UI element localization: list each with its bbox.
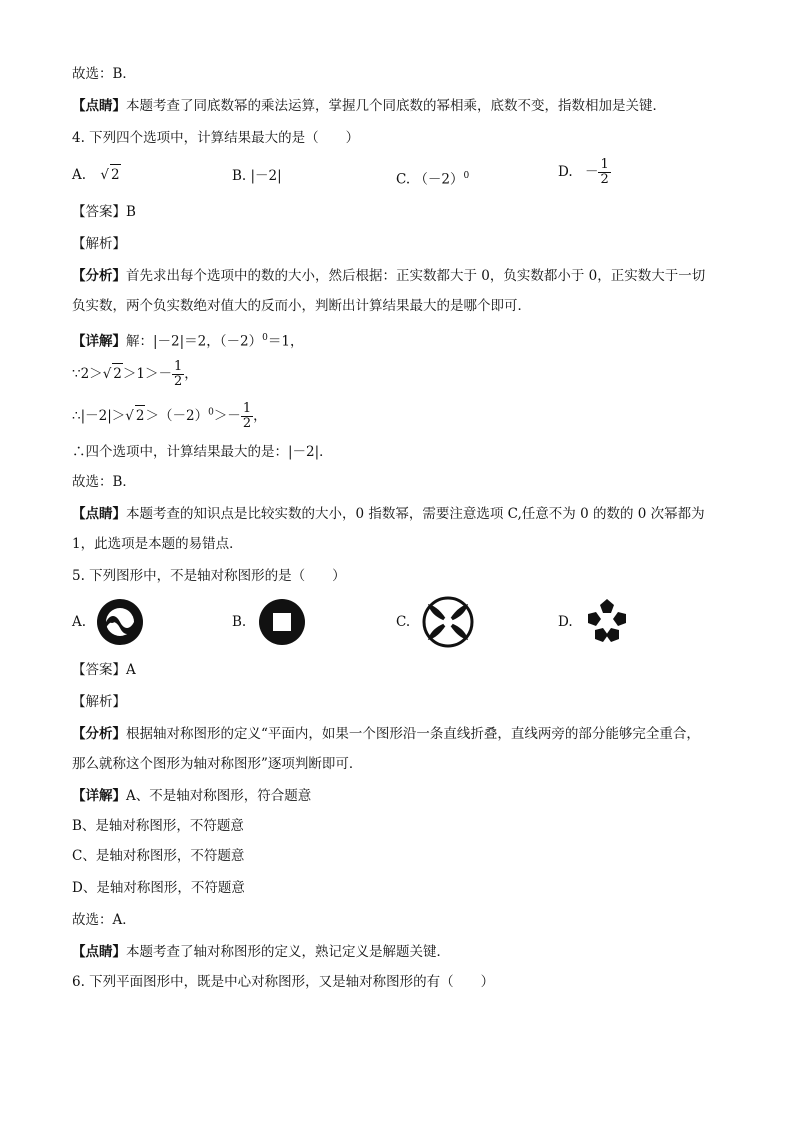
answer-choice-text: 故选：B． [72,66,136,82]
q4-option-c [396,166,469,190]
pentagon-flower-icon [582,596,632,646]
analysis-5-line-2: 那么就称这个图形为轴对称图形”逐项判断即可． [72,756,363,772]
radicand: 2 [135,405,146,426]
exponent: 0 [262,333,268,343]
q4-option-a-label: A. [72,167,87,183]
analysis-tag: 【分析】 [72,726,126,742]
inequality-text: ＞（－2） [145,408,209,424]
question-4-stem: 4. 下列四个选项中，计算结果最大的是（ ） [72,130,360,146]
analysis-heading-4: 【解析】 [72,236,126,252]
analysis-heading-5: 【解析】 [72,694,126,710]
detail-5-line-3: C、是轴对称图形，不符题意 [72,848,245,864]
comment-line [72,96,666,116]
detail-tag: 【详解】 [72,333,126,350]
yin-yang-wave-icon [96,598,144,646]
detail-5-line-2: B、是轴对称图形，不符题意 [72,818,244,834]
radicand: 2 [112,363,123,384]
fraction-denominator: 2 [600,172,609,187]
analysis-4-line-1 [72,266,705,286]
fraction-numerator: 1 [242,401,252,416]
question-6-stem: 6. 下列平面图形中，既是中心对称图形，又是轴对称图形的有（ ） [72,974,495,990]
detail-5-line-4: D、是轴对称图形，不符题意 [72,880,245,896]
inequality-text: ＞1＞－ [122,366,172,382]
choice-5: 故选：A． [72,912,136,928]
inequality-text: ＞－ [213,408,241,424]
inequality-text: ∵2＞ [72,366,103,382]
comment-text: 本题考查了同底数幂的乘法运算，掌握几个同底数的幂相乘，底数不变，指数相加是关键． [126,98,666,114]
fraction-numerator: 1 [600,157,609,172]
exponent: 0 [208,407,214,418]
comment-4-line-1 [72,504,705,524]
comment-5 [72,942,450,962]
analysis-4-line-2: 负实数，两个负实数绝对值大的反而小，判断出计算结果最大的是哪个即可． [72,298,531,314]
q5-option-c-label: C. [396,614,411,630]
comment-text: 本题考查了轴对称图形的定义，熟记定义是解题关键． [126,944,450,960]
fraction-denominator: 2 [173,374,183,389]
detail-5-line-1 [72,786,311,806]
detail-4-line-3: ∴|－2|＞√ $2>(-2)^0>-$ $\frac{1}{2}$ ， [72,401,267,431]
q4-option-c-exponent: 0 [463,171,470,181]
punctuation: ， [253,408,267,424]
answer-4: 【答案】B [72,204,136,220]
comment-tag: 【点睛】 [72,944,126,960]
four-petal-circle-icon [422,596,474,648]
q5-option-d-label: D. [558,614,573,630]
comment-tag: 【点睛】 [72,98,126,114]
analysis-text: 根据轴对称图形的定义“平面内，如果一个图形沿一条直线折叠，直线两旁的部分能够完全重合， [126,726,700,742]
q4-option-d-label: D. [558,164,573,180]
choice-4: 故选：B． [72,474,136,490]
q5-option-a-label: A. [72,614,87,630]
comment-tag: 【点睛】 [72,506,126,522]
question-5-stem: 5. 下列图形中，不是轴对称图形的是（ ） [72,568,346,584]
q4-option-d-sign: － [584,164,599,180]
comment-text: 本题考查的知识点是比较实数的大小，0 指数幂，需要注意选项 C,任意不为 0 的数的 0 次幂都为 [126,506,705,522]
q4-option-d [558,158,611,187]
analysis-tag: 【分析】 [72,268,126,284]
analysis-text: 首先求出每个选项中的数的大小，然后根据：正实数都大于 0，负实数都小于 0，正实数大于一切 [126,268,706,284]
fraction [241,402,253,431]
fraction-numerator: 1 [173,359,183,374]
answer-5: 【答案】A [72,662,136,678]
fraction-denominator: 2 [242,416,252,431]
q4-option-a: A. √ 2 [72,164,121,185]
q4-option-c-label: C. （－2） [396,171,464,188]
detail-text: A、不是轴对称图形，符合题意 [126,788,312,804]
punctuation: ， [184,366,198,382]
q4-option-a-radicand: 2 [110,164,121,185]
coin-square-hole-icon [258,598,306,646]
detail-4-line-4: ∴四个选项中，计算结果最大的是：|－2|． [72,444,333,460]
fraction [172,360,184,389]
detail-4-line-2: ∵2＞√ 2＞1＞－ $\frac{1}{2}$ ， [72,359,198,389]
detail-tag: 【详解】 [72,788,126,804]
q4-option-b: B. |－2| [232,168,282,184]
detail-text: 解：|－2|＝2，（－2） [126,333,263,350]
analysis-5-line-1 [72,724,700,744]
inequality-text: ∴|－2|＞ [72,408,126,424]
detail-4-line-1 [72,328,303,352]
q5-option-b-label: B. [232,614,247,630]
comment-4-line-2: 1，此选项是本题的易错点． [72,536,243,552]
q4-option-d-fraction [598,158,610,187]
detail-text: ＝1， [267,333,304,350]
